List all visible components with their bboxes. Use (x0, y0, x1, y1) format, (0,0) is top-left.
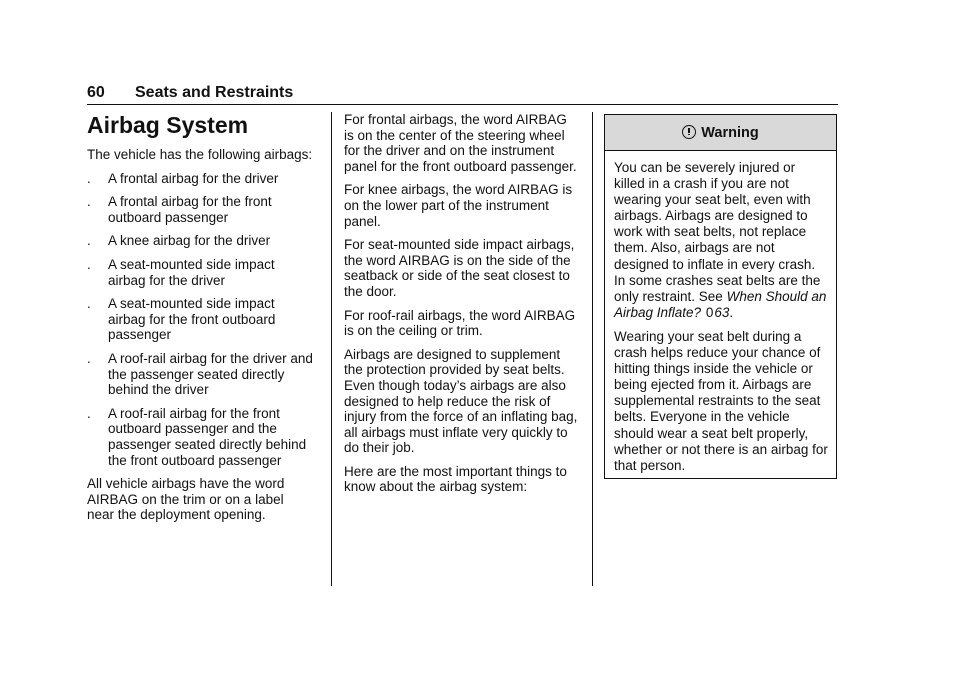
warning-paragraph: Wearing your seat belt during a crash helps reduce your chance of hitting things inside the vehicle or being ejected from it. Airbags are supplemental restraints to the seat belts. Everyone in the vehicle should wear a seat belt properly, whether or not there is an airbag for that person. (614, 328, 828, 473)
bullet-marker: . (87, 194, 91, 210)
list-item-text: A frontal airbag for the driver (108, 170, 279, 186)
paragraph: For roof-rail airbags, the word AIRBAG is on the ceiling or trim. (344, 307, 576, 339)
paragraph: For frontal airbags, the word AIRBAG is on the center of the steering wheel for the driver and on the instrument panel for the front outboard passenger. (344, 112, 577, 174)
list-item-text: A frontal airbag for the front outboard passenger (108, 194, 272, 225)
paragraph: For seat-mounted side impact airbags, the word AIRBAG is on the side of the seatback or side of the seat closest to the door. (344, 237, 575, 299)
warning-title: Warning (701, 124, 759, 141)
warning-circle-icon (682, 125, 696, 139)
list-item-text: A seat-mounted side impact airbag for the driver (108, 256, 275, 288)
closing-paragraph: All vehicle airbags have the word AIRBAG on the trim or on a label near the deployment opening. (87, 476, 285, 523)
list-item (87, 257, 313, 288)
column-middle (344, 112, 580, 503)
cross-reference-page[interactable]: 63 (714, 304, 730, 320)
paragraph: Airbags are designed to supplement the protection provided by seat belts. Even though today’s airbags are also designed to help reduce the risk of injury from the force of an inflating bag, all airbags must inflate very quickly to do their job. (344, 346, 578, 456)
warning-header (605, 115, 836, 151)
intro-paragraph: The vehicle has the following airbags: (87, 147, 313, 162)
paragraph: Here are the most important things to know about the airbag system: (344, 463, 567, 495)
warning-paragraph (614, 160, 828, 321)
section-title: Airbag System (87, 112, 249, 138)
page-number: 60 (87, 84, 105, 101)
warning-text: You can be severely injured or killed in a crash if you are not wearing your seat belt, even with airbags. Airbags are designed to work with seat belts, not replace them. Also, airbags are not designed to inflate in every crash. In some crashes seat belts are the only restraint. See (614, 160, 821, 304)
list-item-text: A knee airbag for the driver (108, 233, 271, 249)
bullet-marker: . (87, 405, 91, 421)
column-divider (592, 112, 593, 586)
chapter-title: Seats and Restraints (135, 84, 294, 101)
paragraph: For knee airbags, the word AIRBAG is on the lower part of the instrument panel. (344, 182, 573, 229)
list-item-text: A seat-mounted side impact airbag for the front outboard passenger (108, 296, 276, 343)
bullet-marker: . (87, 350, 91, 366)
list-item (87, 406, 313, 468)
page-ref-arrow-icon: 0 (705, 304, 714, 320)
bullet-marker: . (87, 256, 91, 272)
column-divider (331, 112, 332, 586)
cross-reference-link[interactable]: When Should an Airbag Inflate? (614, 288, 827, 320)
sentence-end: . (729, 304, 734, 320)
list-item (87, 351, 313, 398)
page-header (87, 84, 838, 105)
bullet-marker: . (87, 170, 91, 186)
column-left (87, 112, 313, 531)
list-item (87, 194, 313, 225)
list-item (87, 233, 313, 249)
bullet-marker: . (87, 233, 91, 249)
warning-box (604, 114, 837, 479)
list-item (87, 171, 313, 187)
list-item (87, 296, 313, 343)
airbag-list (87, 171, 313, 469)
list-item-text: A roof-rail airbag for the driver and the passenger seated directly behind the driver (108, 350, 313, 398)
list-item-text: A roof-rail airbag for the front outboard passenger and the passenger seated directly behind the front outboard passenger (108, 405, 307, 468)
warning-body (605, 151, 836, 474)
bullet-marker: . (87, 296, 91, 312)
